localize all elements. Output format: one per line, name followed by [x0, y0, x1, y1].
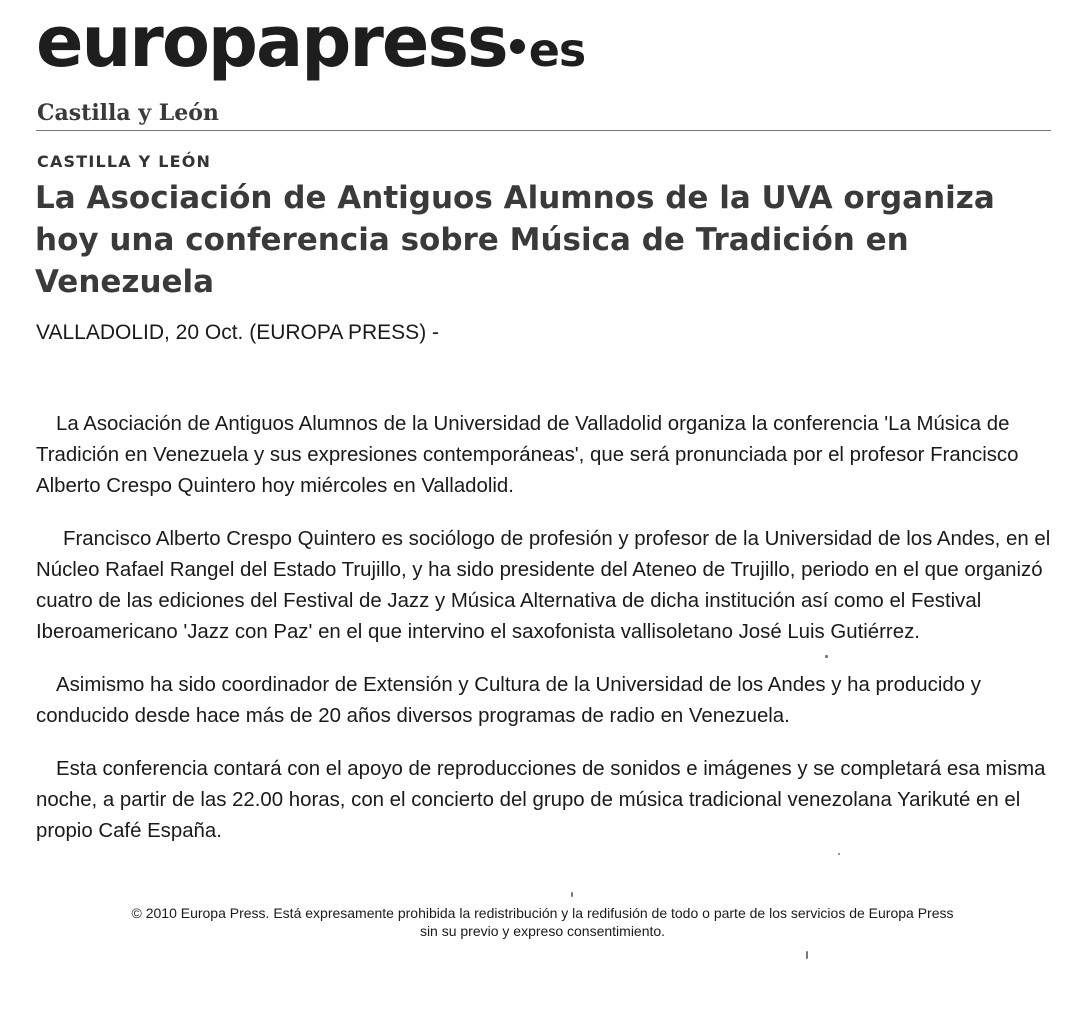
scan-speck: [825, 655, 828, 658]
article-paragraph: Asimismo ha sido coordinador de Extensión y Cultura de la Universidad de los Andes y ha producido y conducido desde hace más de 20 años diversos programas de radio en Venezuela.: [36, 674, 981, 727]
scan-speck: [838, 853, 840, 855]
header-divider: [36, 130, 1051, 131]
copyright-line: sin su previo y expreso consentimiento.: [419, 923, 666, 939]
copyright-line: © 2010 Europa Press. Está expresamente prohibida la redistribución y la redifusión de todo o parte de los servicios de Europa Press: [131, 905, 954, 921]
scan-speck: [571, 892, 573, 897]
article-paragraph: Francisco Alberto Crespo Quintero es sociólogo de profesión y profesor de la Universidad de los Andes, en el Núcleo Rafael Rangel del Estado Trujillo, y ha sido presidente del Ateneo de Trujillo, periodo en el que organizó cuatro de las ediciones del Festival de Jazz y Música Alternativa de dicha institución así como el Festival Iberoamericano 'Jazz con Paz' en el que intervino el saxofonista vallisoletano José Luis Gutiérrez.: [36, 528, 1051, 643]
article-kicker: CASTILLA Y LEÓN: [37, 152, 212, 171]
europapress-logo: [36, 2, 585, 90]
scan-speck: [806, 951, 808, 959]
article-dateline: VALLADOLID, 20 Oct. (EUROPA PRESS) -: [36, 321, 440, 344]
logo-tld: es: [528, 23, 586, 77]
copyright-notice: [30, 904, 1055, 940]
logo-dot: [510, 39, 525, 54]
logo-word: europapress: [36, 1, 507, 83]
article-body: [36, 409, 1058, 869]
article-paragraph: La Asociación de Antiguos Alumnos de la Universidad de Valladolid organiza la conferencia 'La Música de Tradición en Venezuela y sus expresiones contemporáneas', que será pronunciada por el profesor Francisco Alberto Crespo Quintero hoy miércoles en Valladolid.: [36, 413, 1019, 497]
article-paragraph: Esta conferencia contará con el apoyo de reproducciones de sonidos e imágenes y se completará esa misma noche, a partir de las 22.00 horas, con el concierto del grupo de música tradicional venezolana Yarikuté en el propio Café España.: [36, 758, 1046, 842]
section-name: Castilla y León: [37, 100, 219, 126]
article-headline: La Asociación de Antiguos Alumnos de la UVA organiza hoy una conferencia sobre Música de Tradición en Venezuela: [35, 180, 995, 300]
